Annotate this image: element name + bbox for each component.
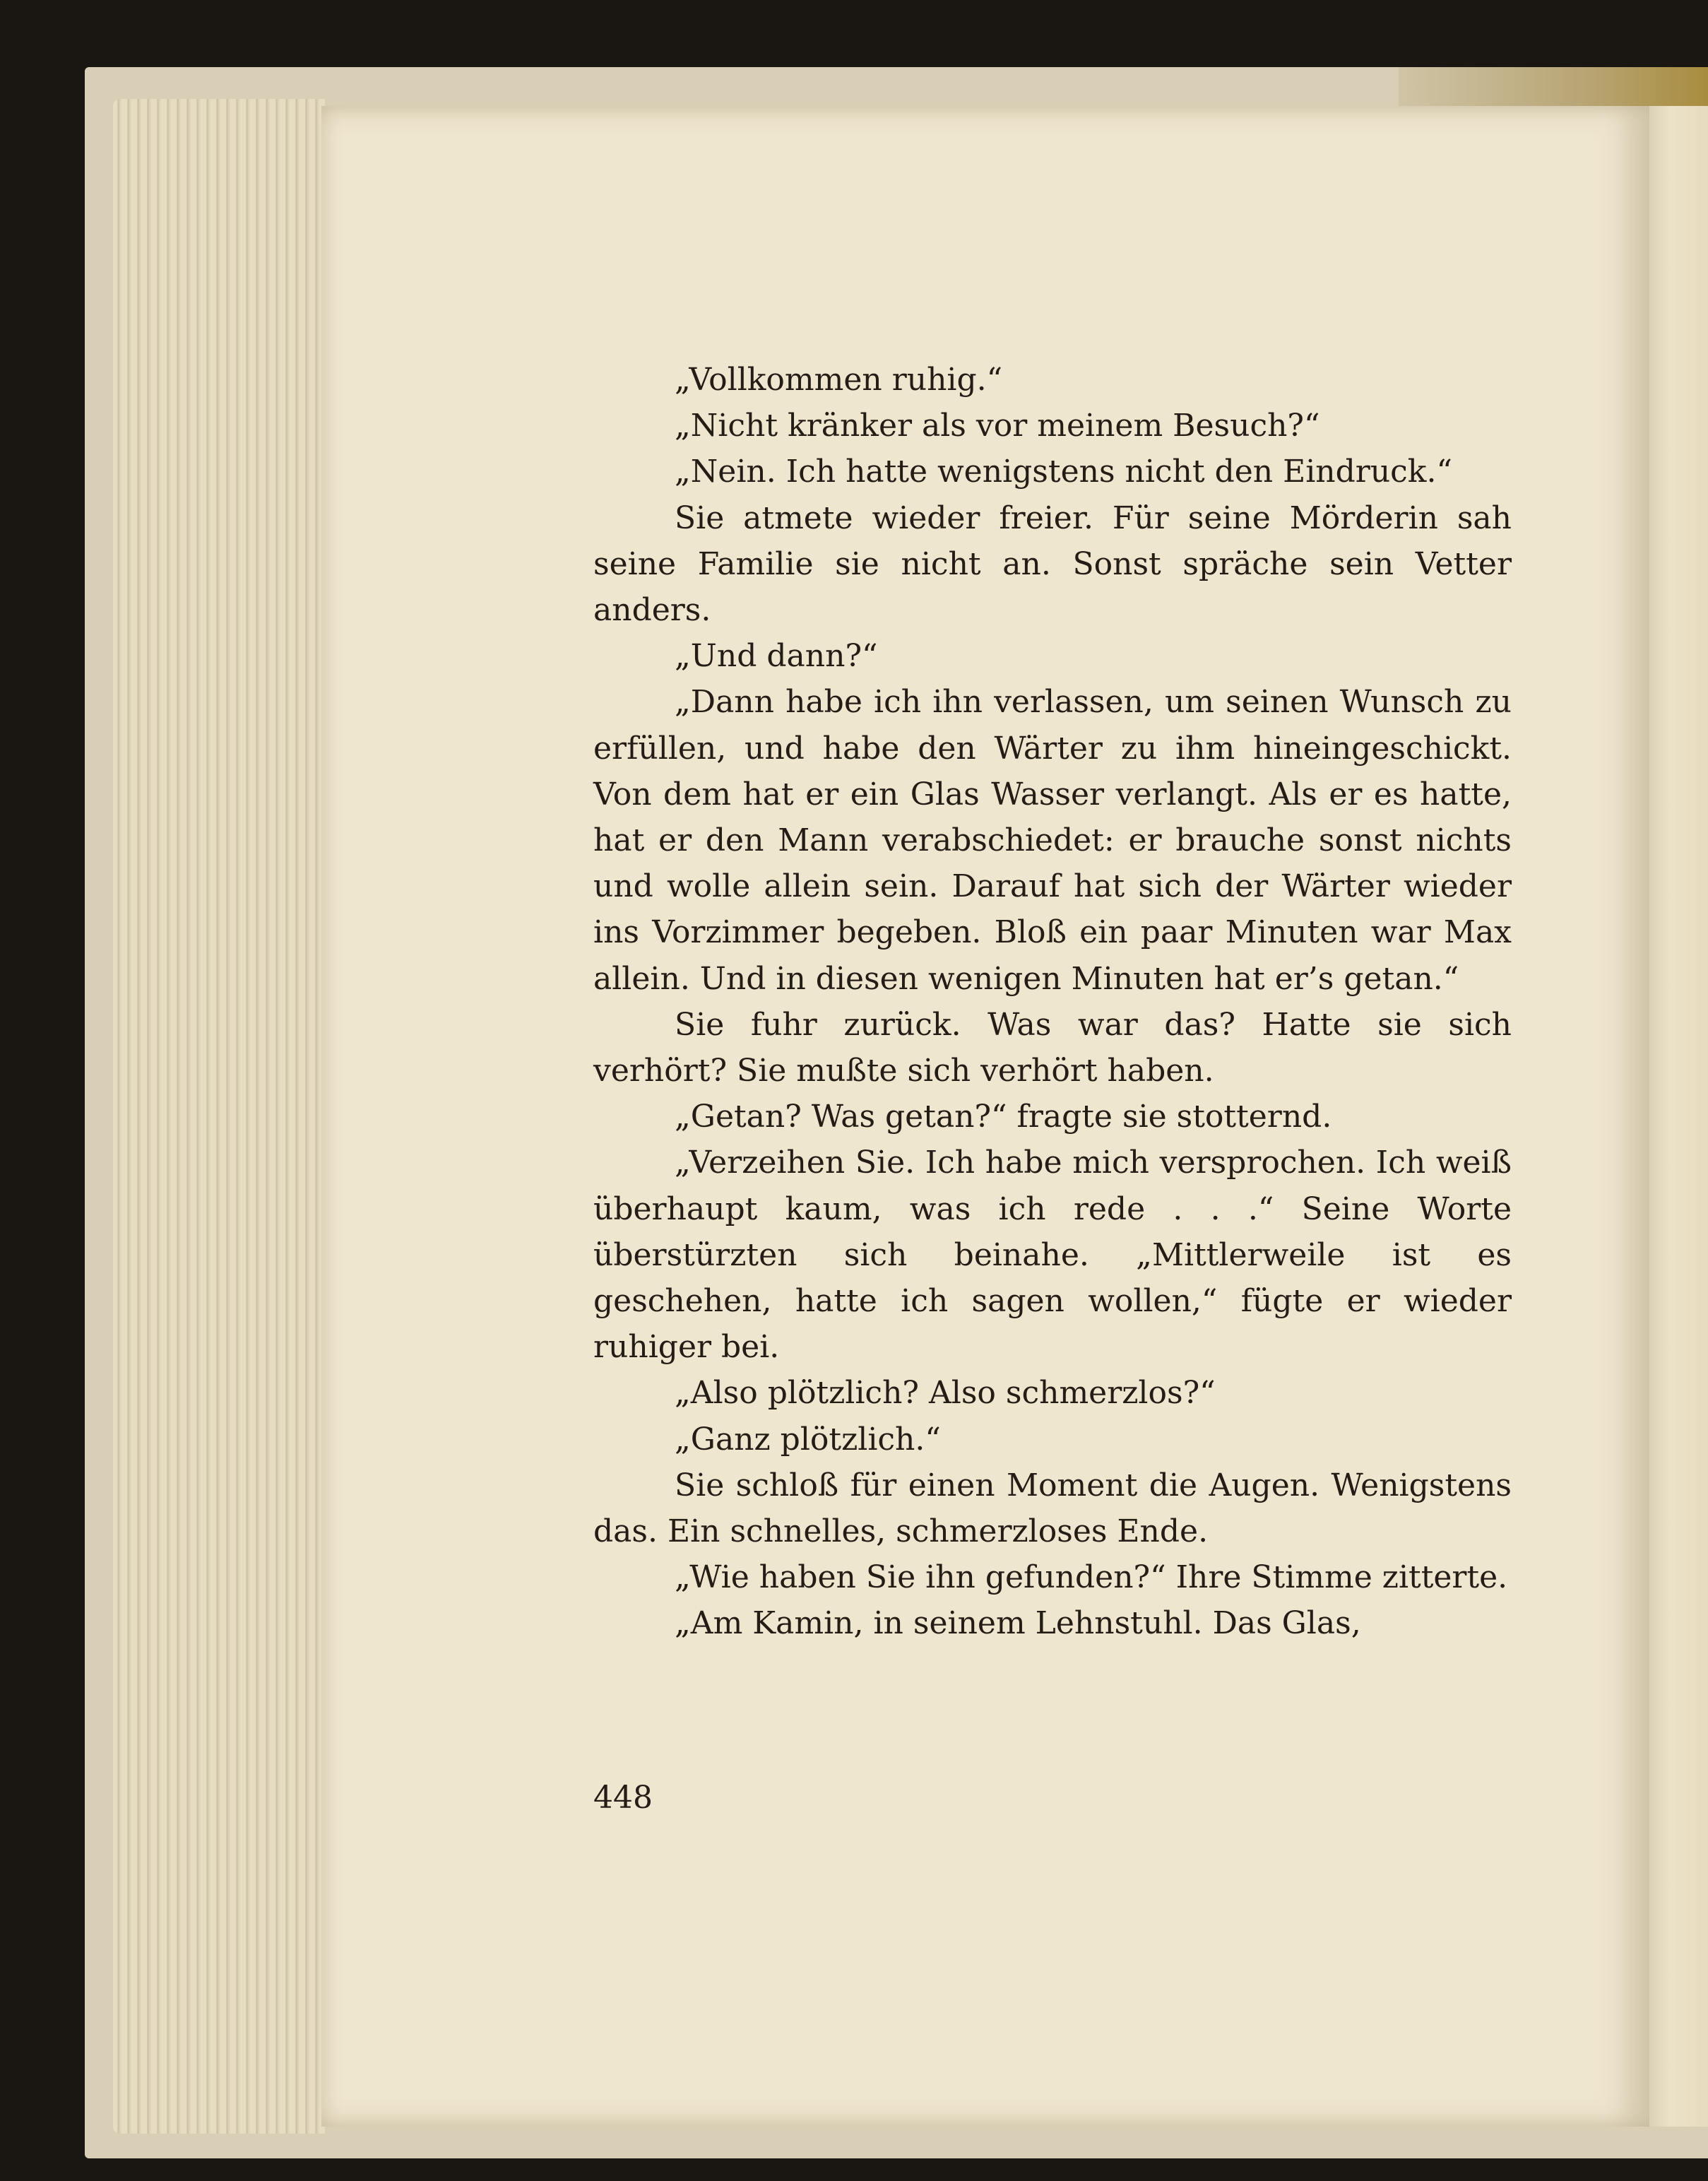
paragraph: „Also plötzlich? Also schmerzlos?“ [675,1375,1216,1412]
paragraph: Sie schloß für einen Moment die Augen. Wenigstens das. Ein schnelles, schmerzloses Ende. [593,1467,1512,1550]
paragraph: Sie fuhr zurück. Was war das? Hatte sie sich verhört? Sie mußte sich verhört haben. [593,1006,1512,1089]
adjacent-page [1646,106,1708,2127]
paragraph: „Getan? Was getan?“ fragte sie stotternd. [675,1099,1332,1135]
paragraph: „Verzeihen Sie. Ich habe mich versprochen. Ich weiß überhaupt kaum, was ich rede . . .“ Seine Worte überstürzten sich beinahe. „Mittlerweile ist es geschehen, hatte ich sagen wollen,“ fügte er wieder ruhiger bei. [593,1145,1512,1366]
page-number: 448 [593,1780,653,1816]
paragraph: Sie atmete wieder freier. Für seine Mörderin sah seine Familie sie nicht an. Sonst spräche sein Vetter anders. [593,500,1512,629]
paragraph: „Ganz plötzlich.“ [675,1421,941,1458]
paragraph: „Am Kamin, in seinem Lehnstuhl. Das Glas, [675,1605,1361,1642]
paragraph: „Und dann?“ [675,638,878,675]
paragraph: „Dann habe ich ihn verlassen, um seinen Wunsch zu erfüllen, und habe den Wärter zu ihm hineingeschickt. Von dem hat er ein Glas Wasser verlangt. Als er es hatte, hat er den Mann verabschiedet: er brauche sonst nichts und wolle allein sein. Darauf hat sich der Wärter wieder ins Vorzimmer begeben. Bloß ein paar Minuten war Max allein. Und in diesen wenigen Minuten hat er’s getan.“ [593,684,1512,997]
paragraph: „Nein. Ich hatte wenigstens nicht den Eindruck.“ [675,454,1452,490]
body-text [593,357,1512,1647]
paragraph: „Wie haben Sie ihn gefunden?“ Ihre Stimme zitterte. [675,1559,1508,1596]
paragraph: „Vollkommen ruhig.“ [675,362,1003,398]
page-edges [113,99,325,2134]
paragraph: „Nicht kränker als vor meinem Besuch?“ [675,408,1320,444]
